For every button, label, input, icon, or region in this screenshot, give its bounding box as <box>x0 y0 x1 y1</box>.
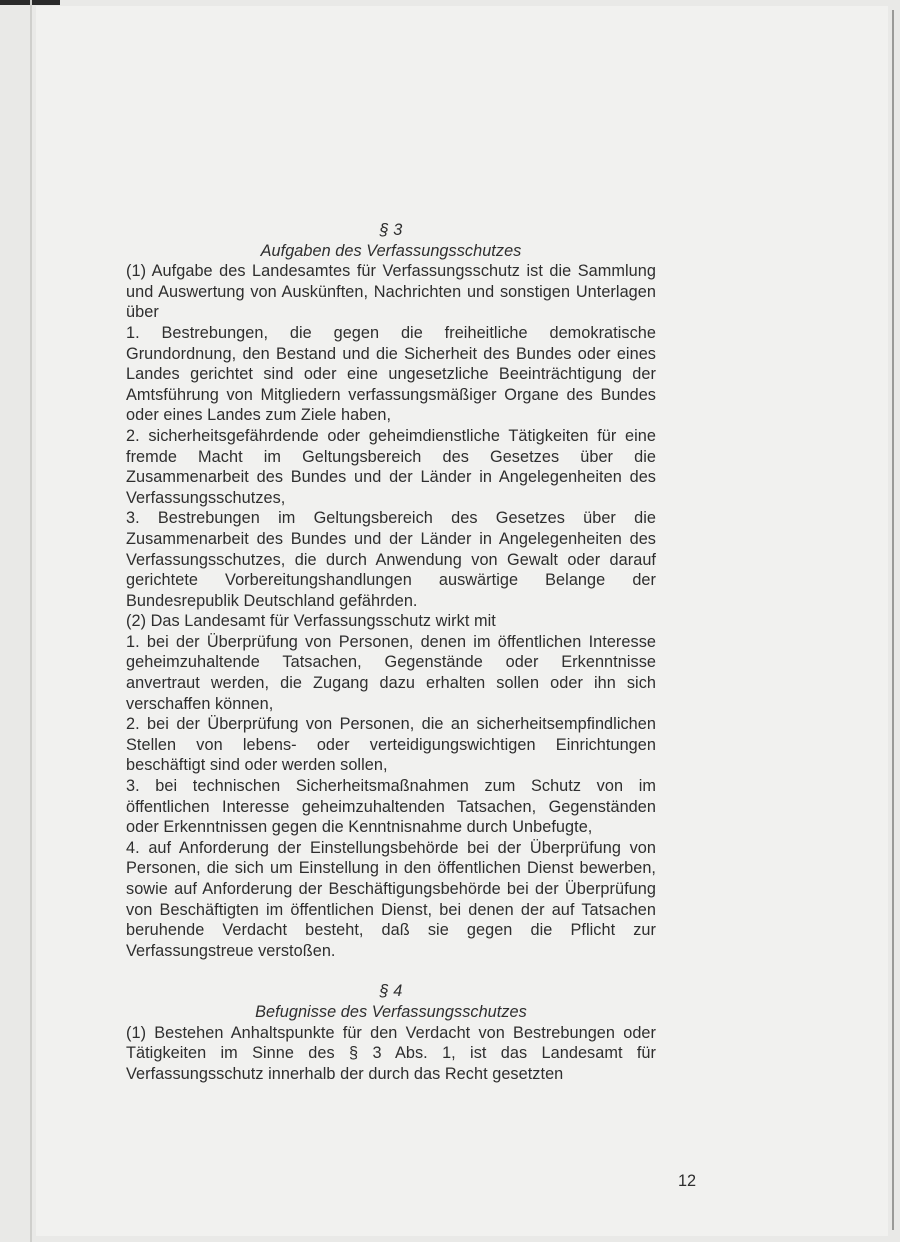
page-number: 12 <box>678 1172 697 1190</box>
scan-edge-left <box>30 0 32 1242</box>
section-3-p2-item-1: 1. bei der Überprüfung von Personen, denen im öffentlichen Interesse geheimzuhaltende Tatsachen, Gegenstände oder Erkenntnisse anvertraut werden, die Zugang dazu erhalten sollen oder ihn sich verschaffen können, <box>126 632 656 713</box>
section-3-p2-item-4: 4. auf Anforderung der Einstellungsbehörde bei der Überprüfung von Personen, die sich um Einstellung in den öffentlichen Dienst bewerben, sowie auf Anforderung der Beschäftigungsbehörde bei der Überprüfung von Beschäftigten im öffentlichen Dienst, bei denen der auf Tatsachen beruhende Verdacht besteht, daß sie gegen die Pflicht zur Verfassungstreue verstoßen. <box>126 838 656 960</box>
section-spacer <box>126 961 656 981</box>
page-content <box>126 220 656 1084</box>
section-3-p2-item-2: 2. bei der Überprüfung von Personen, die an sicherheitsempfindlichen Stellen von lebens- oder verteidigungswichtigen Einrichtungen beschäftigt sind oder werden sollen, <box>126 715 656 775</box>
section-3-title: Aufgaben des Verfassungsschutzes <box>260 241 522 260</box>
section-3-paragraph-1: (1) Aufgabe des Landesamtes für Verfassungsschutz ist die Sammlung und Auswertung von Auskünften, Nachrichten und sonstigen Unterlagen über <box>126 262 656 322</box>
section-3-item-1: 1. Bestrebungen, die gegen die freiheitliche demokratische Grundordnung, den Bestand und die Sicherheit des Bundes oder eines Landes gerichtet sind oder eine ungesetzliche Beeinträchtigung der Amtsführung von Mitgliedern verfassungsmäßiger Organe des Bundes oder eines Landes zum Ziele haben, <box>126 323 656 425</box>
scan-edge-right <box>892 10 894 1230</box>
section-4-paragraph-1: (1) Bestehen Anhaltspunkte für den Verdacht von Bestrebungen oder Tätigkeiten im Sinne des § 3 Abs. 1, ist das Landesamt für Verfassungsschutz innerhalb der durch das Recht gesetzten <box>126 1023 656 1083</box>
section-3-item-3: 3. Bestrebungen im Geltungsbereich des Gesetzes über die Zusammenarbeit des Bundes und der Länder in Angelegenheiten des Verfassungsschutzes, die durch Anwendung von Gewalt oder darauf gerichtete Vorbereitungshandlungen auswärtige Belange der Bundesrepublik Deutschland gefährden. <box>126 509 656 610</box>
section-3-p2-item-3: 3. bei technischen Sicherheitsmaßnahmen zum Schutz von im öffentlichen Interesse geheimzuhaltenden Tatsachen, Gegenständen oder Erkenntnissen gegen die Kenntnisnahme durch Unbefugte, <box>126 777 656 837</box>
section-3-number: § 3 <box>379 221 403 239</box>
section-3-item-2: 2. sicherheitsgefährdende oder geheimdienstliche Tätigkeiten für eine fremde Macht im Geltungsbereich des Gesetzes über die Zusammenarbeit des Bundes und der Länder in Angelegenheiten des Verfassungsschutzes, <box>126 426 656 507</box>
section-4-title: Befugnisse des Verfassungsschutzes <box>255 1002 527 1021</box>
document-page <box>36 6 888 1236</box>
section-3-paragraph-2: (2) Das Landesamt für Verfassungsschutz wirkt mit <box>126 612 496 631</box>
section-4-number: § 4 <box>379 982 403 1001</box>
